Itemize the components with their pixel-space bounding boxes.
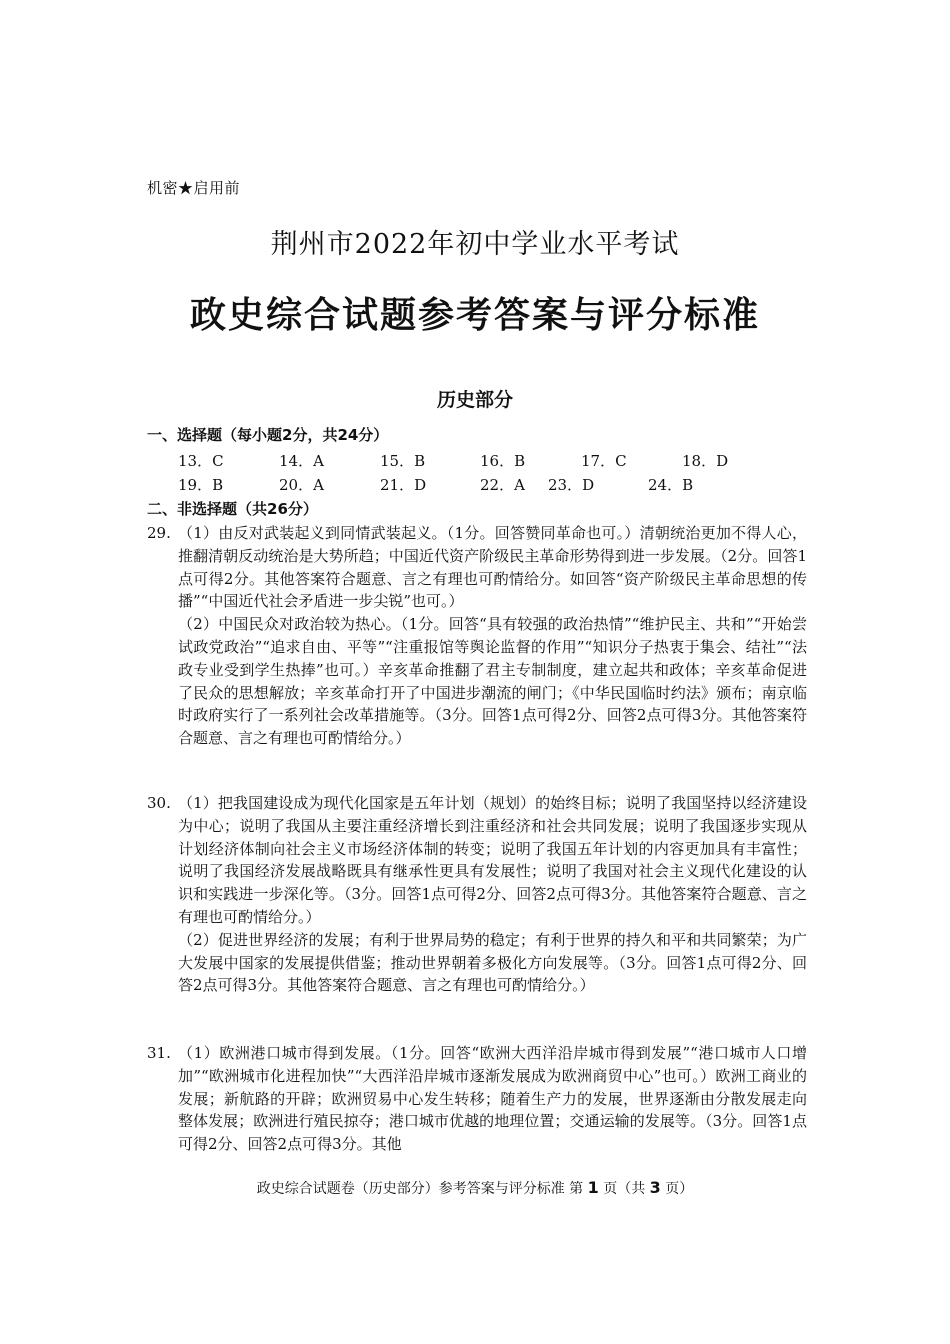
answer-item: 21．D <box>380 476 427 494</box>
answer-item: 22．A <box>480 476 525 494</box>
answer-row <box>178 450 818 472</box>
multiple-choice-heading: 一、选择题（每小题2分，共24分） <box>147 426 389 444</box>
answer-item: 15．B <box>380 452 426 470</box>
answer-paragraph: （2）中国民众对政治较为热心。（1分。回答“具有较强的政治热情”“维护民主、共和”“开始尝试政党政治”“追求自由、平等”“注重报馆等舆论监督的作用”“知识分子热衷于集会、结社”“法政专业受到学生热捧”也可。）辛亥革命推翻了君主专制制度，建立起共和政体；辛亥革命促进了民众的思想解放；辛亥革命打开了中国进步潮流的闸门；《中华民国临时约法》颁布；南京临时政府实行了一系列社会改革措施等。（3分。回答1点可得2分、回答2点可得3分。其他答案符合题意、言之有理也可酌情给分。） <box>178 615 807 748</box>
answer-row <box>178 474 818 496</box>
answer-item: 17．C <box>581 452 627 470</box>
confidential-label: 机密★启用前 <box>147 179 241 197</box>
footer-page-number: 1 <box>587 1178 599 1197</box>
footer-text: 政史综合试题卷（历史部分）参考答案与评分标准 第 <box>256 1181 584 1197</box>
answer-item: 14．A <box>279 452 324 470</box>
answer-item: 24．B <box>648 476 694 494</box>
question-29 <box>147 522 807 750</box>
section-title: 历史部分 <box>436 389 513 411</box>
footer-text: 页） <box>665 1181 694 1197</box>
non-multiple-choice-heading: 二、非选择题（共26分） <box>147 500 318 518</box>
exam-title: 荆州市2022年初中学业水平考试 <box>270 229 680 260</box>
answer-paragraph: （2）促进世界经济的发展；有利于世界局势的稳定；有利于世界的持久和平和共同繁荣；为广大发展中国家的发展提供借鉴；推动世界朝着多极化方向发展等。（3分。回答1点可得2分、回答2点可得3分。其他答案符合题意、言之有理也可酌情给分。） <box>178 930 807 995</box>
answer-item: 18．D <box>682 452 729 470</box>
question-number: 29. <box>147 524 171 542</box>
footer-text: 页（共 <box>603 1181 646 1197</box>
answer-paragraph: （1）欧洲港口城市得到发展。（1分。回答“欧洲大西洋沿岸城市得到发展”“港口城市人口增加”“欧洲城市化进程加快”“大西洋沿岸城市逐渐发展成为欧洲商贸中心”也可。）欧洲工商业的发展；新航路的开辟；欧洲贸易中心发生转移；随着生产力的发展，世界逐渐由分散发展走向整体发展；欧洲进行殖民掠夺；港口城市优越的地理位置；交通运输的发展等。（3分。回答1点可得2分、回答2点可得3分。其他 <box>178 1044 807 1154</box>
answer-item: 23．D <box>548 476 595 494</box>
answer-item: 13．C <box>178 452 224 470</box>
question-31 <box>147 1042 807 1156</box>
answer-item: 20．A <box>279 476 324 494</box>
question-30 <box>147 792 807 997</box>
question-number: 30. <box>147 794 171 812</box>
answer-item: 16．B <box>480 452 526 470</box>
document-title: 政史综合试题参考答案与评分标准 <box>189 295 760 336</box>
answer-item: 19．B <box>178 476 224 494</box>
footer-total-pages: 3 <box>649 1178 661 1197</box>
page-footer <box>0 1178 950 1198</box>
answer-paragraph: （1）由反对武装起义到同情武装起义。（1分。回答赞同革命也可。）清朝统治更加不得人心，推翻清朝反动统治是大势所趋；中国近代资产阶级民主革命形势得到进一步发展。（2分。回答1点可得2分。其他答案符合题意、言之有理也可酌情给分。如回答“资产阶级民主革命思想的传播”“中国近代社会矛盾进一步尖锐”也可。） <box>178 524 807 611</box>
answer-paragraph: （1）把我国建设成为现代化国家是五年计划（规划）的始终目标；说明了我国坚持以经济建设为中心；说明了我国从主要注重经济增长到注重经济和社会共同发展；说明了我国逐步实现从计划经济体制向社会主义市场经济体制的转变；说明了我国五年计划的内容更加具有丰富性；说明了我国经济发展战略既具有继承性更具有发展性；说明了我国对社会主义现代化建设的认识和实践进一步深化等。（3分。回答1点可得2分、回答2点可得3分。其他答案符合题意、言之有理也可酌情给分。） <box>178 794 807 926</box>
question-number: 31. <box>147 1044 171 1062</box>
